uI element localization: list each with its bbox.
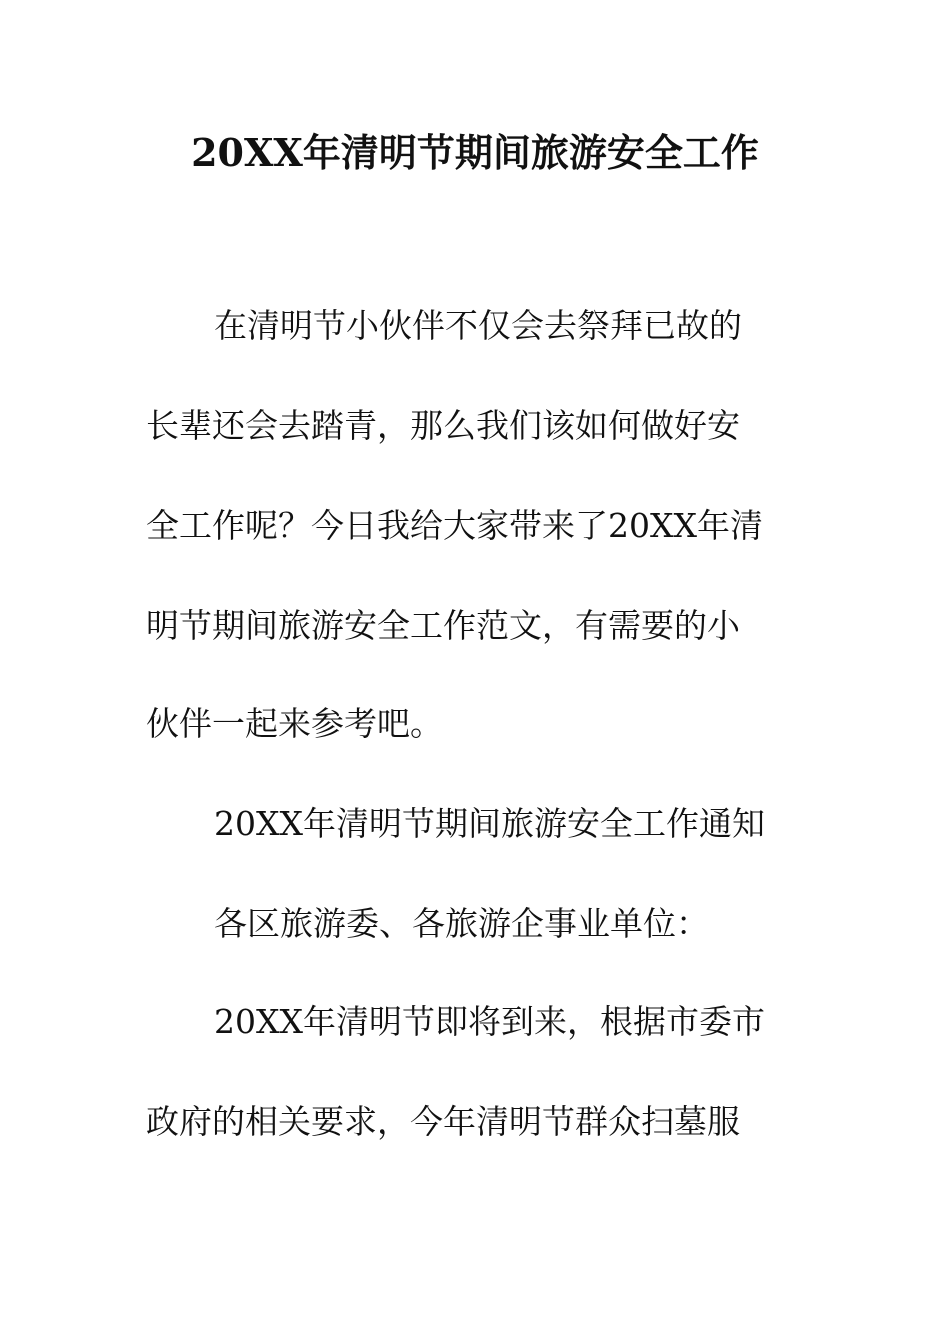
salutation-line: 各区旅游委、各旅游企事业单位：	[214, 904, 709, 943]
notice-heading: 20XX年清明节期间旅游安全工作通知	[214, 804, 765, 843]
paragraph-1-line-2: 长辈还会去踏青，那么我们该如何做好安	[146, 406, 740, 445]
paragraph-1-line-4: 明节期间旅游安全工作范文，有需要的小	[146, 606, 740, 645]
paragraph-2-line-1: 20XX年清明节即将到来，根据市委市	[214, 1002, 765, 1041]
document-title: 20XX年清明节期间旅游安全工作	[191, 130, 759, 175]
paragraph-2-line-2: 政府的相关要求，今年清明节群众扫墓服	[146, 1102, 740, 1141]
paragraph-1-line-1: 在清明节小伙伴不仅会去祭拜已故的	[214, 306, 742, 345]
paragraph-1-line-5: 伙伴一起来参考吧。	[146, 704, 443, 743]
paragraph-1-line-3: 全工作呢？今日我给大家带来了20XX年清	[146, 506, 763, 545]
